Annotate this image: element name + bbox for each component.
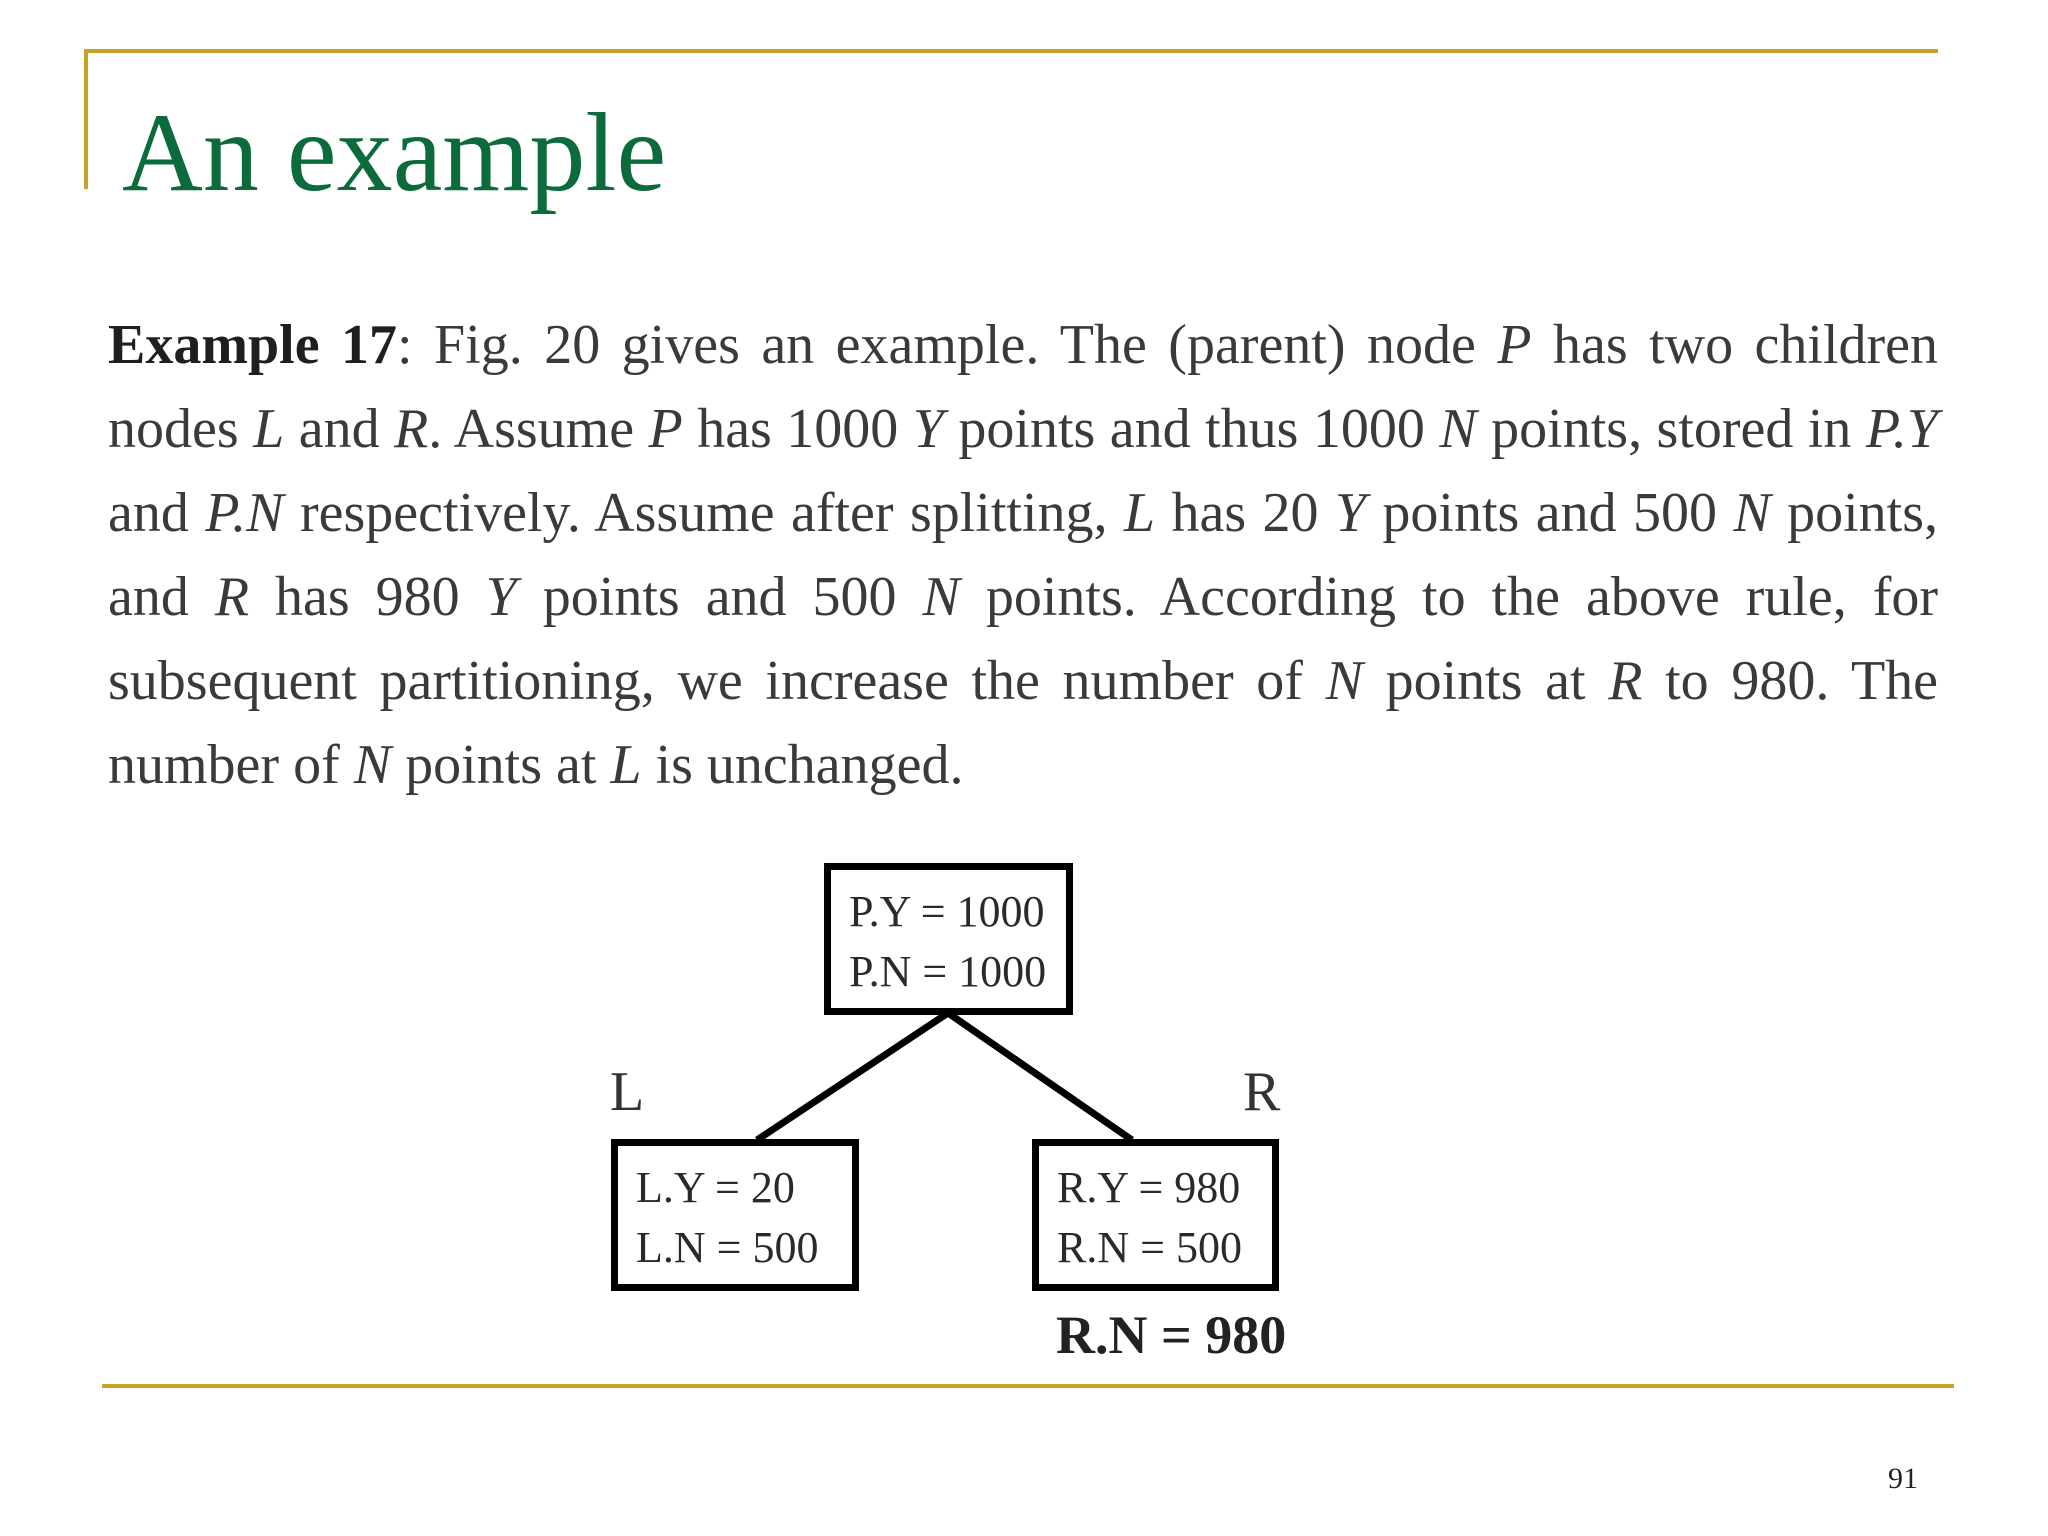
italic-term: N: [1733, 482, 1771, 544]
text-run: is unchanged.: [641, 734, 964, 796]
right-node: [1032, 1139, 1279, 1291]
italic-term: N: [922, 566, 960, 628]
top-rule: [84, 49, 1938, 53]
example-figure: [100, 245, 1948, 1380]
slide-title: An example: [122, 91, 667, 215]
italic-term: N: [1325, 650, 1363, 712]
tree-edges: [100, 245, 1948, 1380]
italic-term: R: [394, 398, 429, 460]
text-run: . Assume: [428, 398, 649, 460]
example-lead: Example 17: [108, 314, 398, 376]
text-run: has 20: [1155, 482, 1335, 544]
italic-term: L: [1123, 482, 1156, 544]
italic-term: Y: [1334, 482, 1367, 544]
page-number: 91: [1888, 1462, 1918, 1495]
italic-term: P: [648, 398, 683, 460]
left-node: [611, 1139, 859, 1291]
italic-term: P.Y: [1865, 398, 1938, 460]
italic-term: N: [353, 734, 392, 796]
italic-term: Y: [912, 398, 944, 460]
italic-term: L: [610, 734, 642, 796]
text-run: points, and: [108, 482, 1939, 628]
edge-parent-right: [948, 1013, 1132, 1140]
text-run: to 980. The number of: [108, 650, 1939, 796]
text-run: : Fig. 20 gives an example. The (parent) node: [397, 314, 1498, 376]
text-run: points at: [1362, 650, 1609, 712]
italic-term: P: [1497, 314, 1532, 376]
left-rule: [84, 49, 88, 189]
italic-term: N: [1439, 398, 1477, 460]
text-run: points at: [391, 734, 611, 796]
italic-term: Y: [485, 566, 517, 628]
text-run: points and 500: [1366, 482, 1734, 544]
parent-node-y: P.Y = 1000: [849, 887, 1045, 936]
left-node-n: L.N = 500: [636, 1223, 819, 1272]
text-run: points, stored in: [1476, 398, 1866, 460]
right-node-n: R.N = 500: [1057, 1223, 1242, 1272]
text-run: respectively. Assume after splitting,: [283, 482, 1124, 544]
text-run: has 980: [249, 566, 486, 628]
text-run: has two children nodes: [108, 314, 1939, 460]
italic-term: P.N: [205, 482, 284, 544]
bottom-rule: [102, 1384, 1954, 1388]
text-run: and: [284, 398, 395, 460]
left-node-y: L.Y = 20: [636, 1163, 795, 1212]
text-run: has 1000: [682, 398, 913, 460]
italic-term: R: [214, 566, 250, 628]
edge-parent-left: [757, 1013, 948, 1140]
italic-term: R: [1608, 650, 1643, 712]
left-branch-label: L: [610, 1061, 645, 1123]
right-node-update: R.N = 980: [1056, 1305, 1287, 1365]
parent-node-n: P.N = 1000: [849, 947, 1047, 996]
right-node-y: R.Y = 980: [1057, 1163, 1241, 1212]
parent-node: [824, 863, 1073, 1015]
text-run: and: [108, 482, 206, 544]
right-branch-label: R: [1243, 1061, 1281, 1123]
text-run: points and 500: [516, 566, 923, 628]
text-run: points. According to the above rule, for subsequent partitioning, we increase the number of: [108, 566, 1938, 712]
text-run: points and thus 1000: [943, 398, 1440, 460]
italic-term: L: [253, 398, 285, 460]
